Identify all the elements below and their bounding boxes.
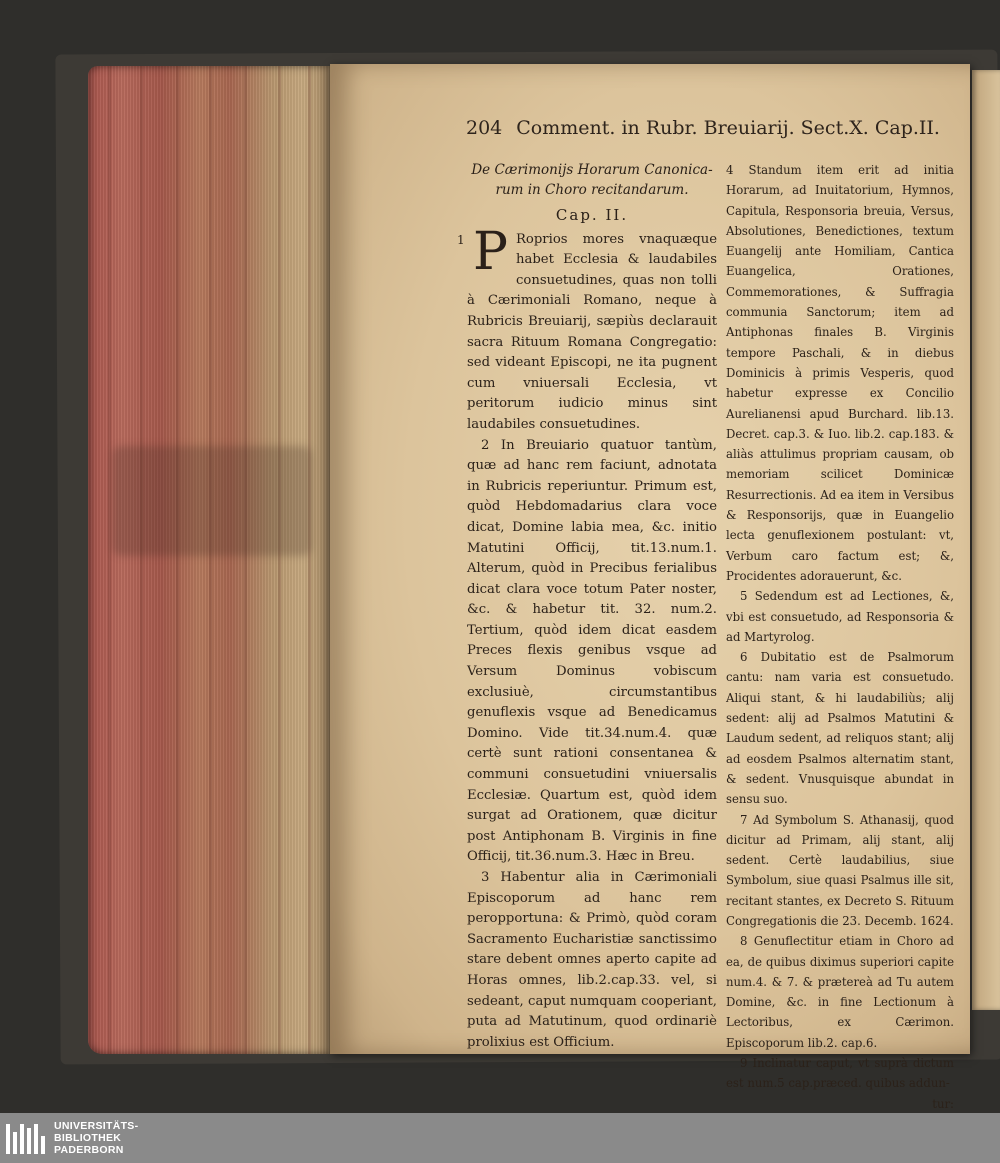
- paragraph-number: 1: [457, 232, 465, 247]
- section-title: De Cærimonijs Horarum Canonica- rum in Choro recitandarum.: [471, 162, 713, 198]
- paragraph-8: 8 Genuflectitur etiam in Choro ad ea, de quibus diximus superiori capite num.4. & 7. & prætereà ad Tu autem Domine, &c. in fine Lectionum à Lectoribus, ex Cærimon. Episcoporum lib.2. cap.6.: [726, 934, 954, 1050]
- paragraph-6: 6 Dubitatio est de Psalmorum cantu: nam varia est consuetudo. Aliqui stant, & hi laudabiliùs; alij sedent: alij ad Psalmos Matutini & Laudum sedent, ad reliquos stant; alij ad eosdem Psalmos alternatim stant, & sedent. Vnusquisque abundat in sensu suo.: [726, 650, 954, 807]
- catchword: tur:: [932, 1096, 954, 1111]
- drop-cap: P: [473, 221, 508, 282]
- paragraph-5: 5 Sedendum est ad Lectiones, &, vbi est consuetudo, ad Responsoria & ad Martyrolog.: [726, 589, 954, 644]
- paragraph-9: 9 Inclinatur caput, vt suprà dictum est num.5 cap.præced. quibus addun-: [726, 1056, 954, 1091]
- running-head-title: Comment. in Rubr. Breuiarij. Sect.X. Cap.II.: [516, 117, 940, 139]
- paragraph-2: 2 In Breuiario quatuor tantùm, quæ ad hanc rem faciunt, adnotata in Rubricis reperiuntur. Primum est, quòd Hebdomadarius clara voce dicat, Domine labia mea, &c. initio Matutini Officij, tit.13.num.1. Alterum, quòd in Precibus ferialibus dicat clara voce totum Pater noster, &c. & habetur tit. 32. num.2. Tertium, quòd idem dicat easdem Preces flexis genibus vsque ad Versum Dominus vobiscum exclusiuè, circumstantibus genuflexis vsque ad Benedicamus Domino. Vide tit.34.num.4. quæ certè sunt rationi consentanea & communi consuetudini vniuersalis Ecclesiæ. Quartum est, quòd idem surgat ad Orationem, quæ dicitur post Antiphonam B. Virginis in fine Officij, tit.36.num.3. Hæc in Breu.: [467, 437, 717, 865]
- paragraph-4: 4 Standum item erit ad initia Horarum, ad Inuitatorium, Hymnos, Capitula, Responsoria breuia, Versus, Absolutiones, Benedictiones, textum Euangelij ante Homiliam, Cantica Euangelica, Orationes, Commemorationes, & Suffragia communia Sanctorum; item ad Antiphonas finales B. Virginis tempore Paschali, & in diebus Dominicis à primis Vesperis, quod habetur expresse ex Concilio Aurelianensi apud Burchard. lib.13. Decret. cap.3. & Iuo. lib.2. cap.183. & aliàs attulimus propriam causam, ob memoriam scilicet Dominicæ Resurrectionis. Ad ea item in Versibus & Responsorijs, quæ in Euangelio lecta genuflexionem postulant: vt, Verbum caro factum est; &, Procidentes adorauerunt, &c.: [726, 163, 954, 583]
- right-column: [726, 160, 954, 1113]
- paragraph-3: 3 Habentur alia in Cærimoniali Episcoporum ad hanc rem peropportuna: & Primò, quòd coram Sacramento Eucharistiæ sanctissimo stare debent omnes aperto capite ad Horas omnes, lib.2.cap.33. vel, si sedeant, caput numquam cooperiant, puta ad Matutinum, quod ordinariè prolixius est Officium.: [467, 870, 717, 1050]
- page-edges: [88, 66, 332, 1054]
- library-footer-bar: [0, 1113, 1000, 1163]
- paragraph-1: 1 P Roprios mores vnaquæque habet Ecclesia & laudabiles consuetudines, quas non tolli à Cærimoniali Romano, neque à Rubricis Breuiarij, sæpiùs declarauit sacra Rituum Romana Congregatio: sed videant Episcopi, ne ita pugnent cum vniuersali Ecclesia, vt peritorum iudicio minus sint laudabiles consuetudines.: [457, 221, 717, 432]
- running-head: [466, 117, 940, 143]
- chapter-heading: Cap. II.: [555, 206, 629, 224]
- page-number: 204: [466, 117, 503, 139]
- next-page-edge: [972, 70, 1000, 1010]
- barcode-bars-logo-icon: [6, 1122, 50, 1154]
- paragraph-7: 7 Ad Symbolum S. Athanasij, quod dicitur ad Primam, alij stant, alij sedent. Certè laudabilius, siue Symbolum, siue quasi Psalmus ille sit, recitant stantes, ex Decreto S. Rituum Congregationis die 23. Decemb. 1624.: [726, 812, 954, 928]
- library-name: UNIVERSITÄTS- BIBLIOTHEK PADERBORN: [54, 1120, 139, 1156]
- ghost-imprint: [112, 446, 312, 556]
- left-column: [457, 160, 717, 1053]
